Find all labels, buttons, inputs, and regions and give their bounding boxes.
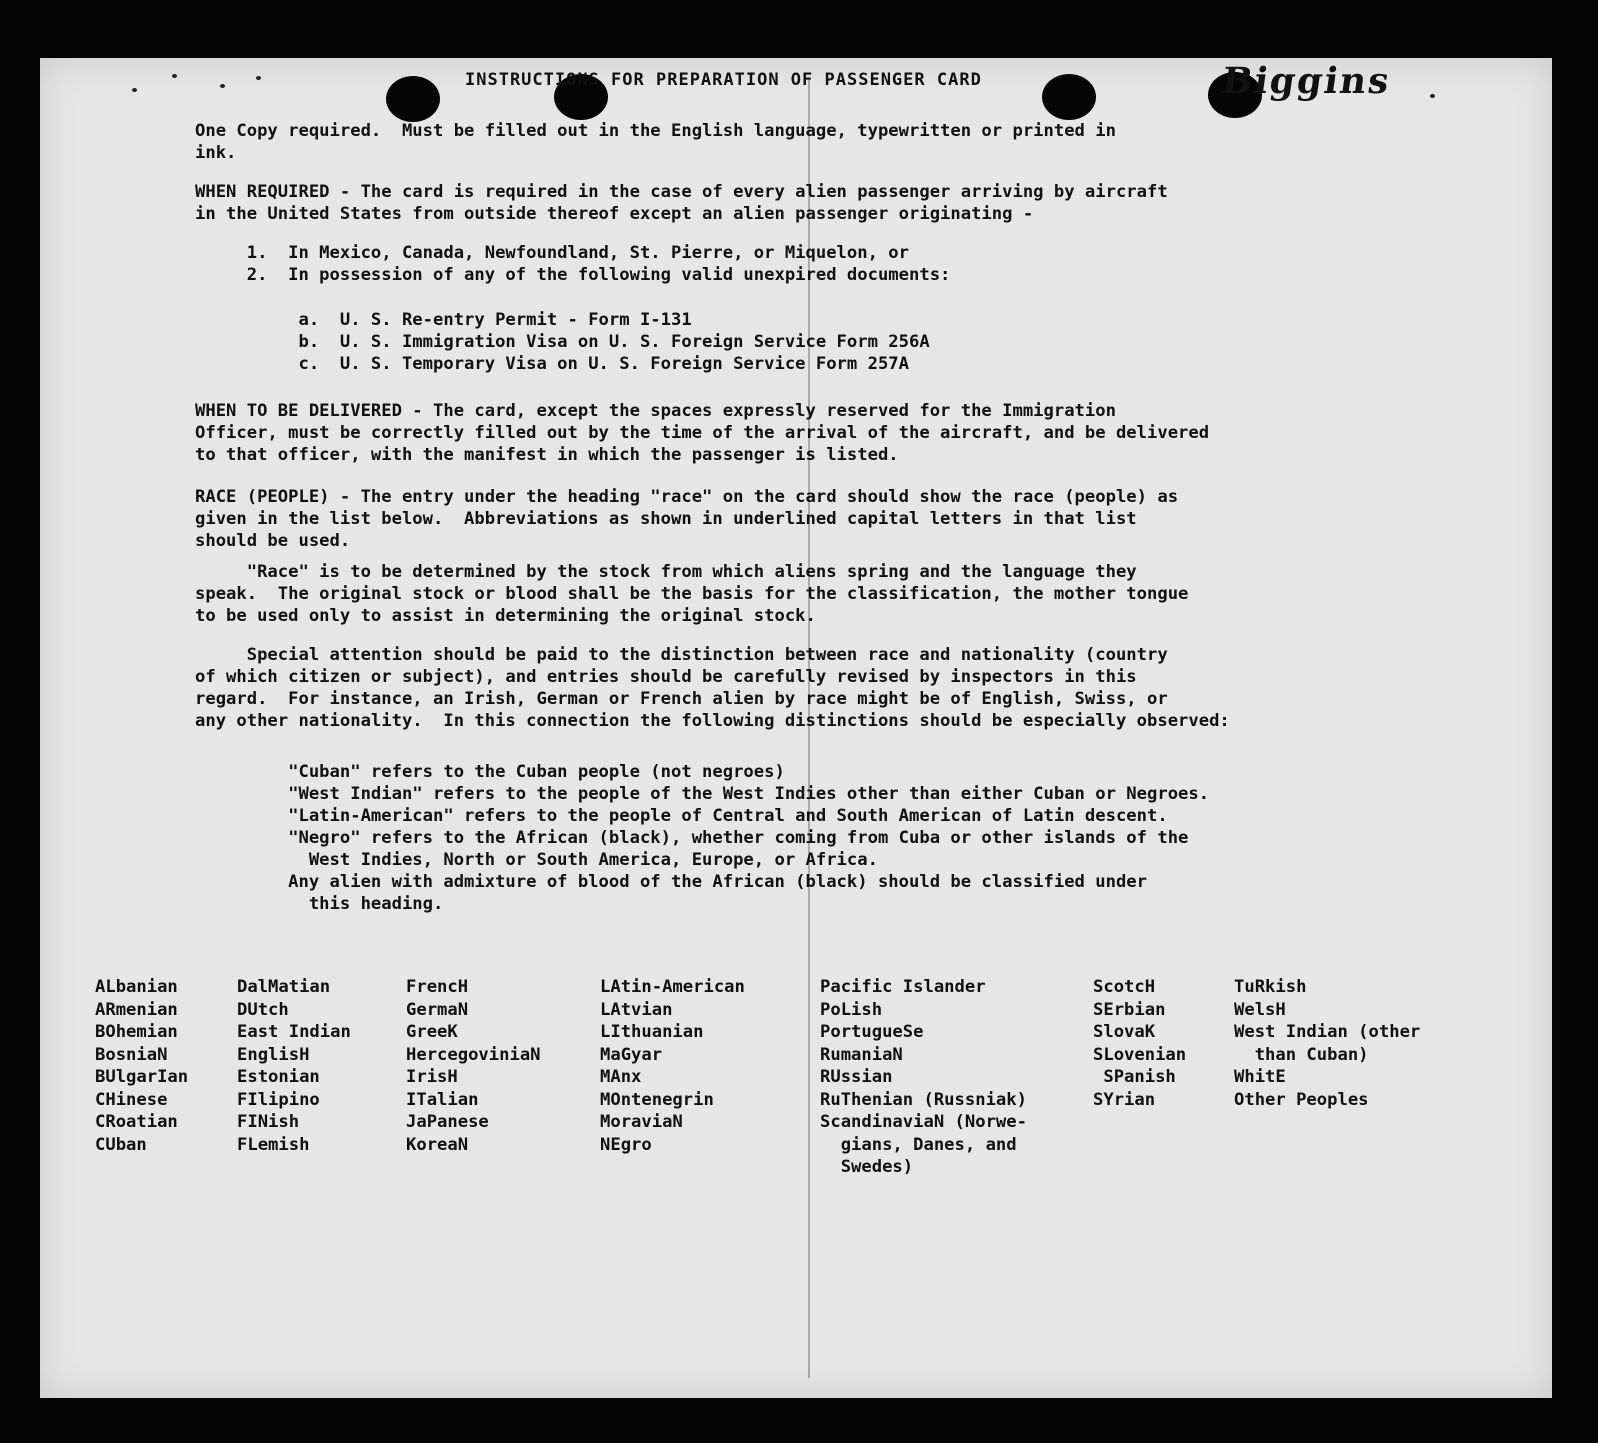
ink-speck — [220, 84, 225, 88]
race-nationality-distinction-paragraph: Special attention should be paid to the distinction between race and nationality (country of which citizen or subject), and entries should be carefully revised by inspectors in this regard. For instance, an Irish, German or French alien by race might be of English, Swiss, or any other nationality. In this connection the following distinctions should be especially observed: — [195, 645, 1230, 731]
ink-speck — [256, 76, 261, 80]
handwritten-surname: Biggins — [1219, 60, 1394, 102]
origin-exceptions-list: 1. In Mexico, Canada, Newfoundland, St. Pierre, or Miquelon, or 2. In possession of any of the following valid unexpired documents: — [246, 243, 951, 285]
ink-speck — [172, 74, 177, 78]
when-required-paragraph: WHEN REQUIRED - The card is required in the case of every alien passenger arriving by aircraft in the United States from outside thereof except an alien passenger originating - — [195, 182, 1168, 224]
passenger-card-instructions-sheet — [40, 58, 1552, 1398]
race-list-column-6: ScotcH SErbian SlovaK SLovenian SPanish SYrian — [1093, 977, 1187, 1110]
race-list-column-7: TuRkish WelsH West Indian (other than Cuban) WhitE Other Peoples — [1234, 977, 1421, 1110]
copy-requirement-paragraph: One Copy required. Must be filled out in the English language, typewritten or printed in ink. — [195, 121, 1116, 163]
document-title: INSTRUCTIONS FOR PREPARATION OF PASSENGER CARD — [465, 70, 982, 90]
punch-hole — [386, 76, 440, 122]
race-list-column-2: DalMatian DUtch East Indian EnglisH Estonian FIlipino FINish FLemish — [237, 977, 351, 1155]
punch-hole — [1042, 74, 1096, 120]
race-list-column-1: ALbanian ARmenian BOhemian BosniaN BUlgarIan CHinese CRoatian CUban — [95, 977, 189, 1155]
race-distinctions-list: "Cuban" refers to the Cuban people (not negroes) "West Indian" refers to the people of the West Indies other than either Cuban or Negroes. "Latin-American" refers to the people of Central and South American of Latin descent. "Negro" refers to the African (black), whether coming from Cuba or other islands of the West Indies, North or South America, Europe, or Africa. Any alien with admixture of blood of the African (black) should be classified under this heading. — [288, 762, 1210, 914]
race-list-column-4: LAtin-American LAtvian LIthuanian MaGyar MAnx MOntenegrin MoraviaN NEgro — [600, 977, 745, 1155]
documents-list: a. U. S. Re-entry Permit - Form I-131 b. U. S. Immigration Visa on U. S. Foreign Service Form 256A c. U. S. Temporary Visa on U. S. Foreign Service Form 257A — [298, 310, 930, 374]
ink-speck — [132, 88, 137, 92]
race-definition-paragraph: "Race" is to be determined by the stock from which aliens spring and the language they speak. The original stock or blood shall be the basis for the classification, the mother tongue to be used only to assist in determining the original stock. — [195, 562, 1189, 626]
race-list-column-3: FrencH GermaN GreeK HercegoviniaN IrisH ITalian JaPanese KoreaN — [406, 977, 541, 1155]
race-list-column-5: Pacific Islander PoLish PortugueSe RumaniaN RUssian RuThenian (Russniak) ScandinaviaN (Norwe- gians, Danes, and Swedes) — [820, 977, 1027, 1177]
race-people-paragraph: RACE (PEOPLE) - The entry under the heading "race" on the card should show the race (people) as given in the list below. Abbreviations as shown in underlined capital letters in that list should be used. — [195, 487, 1179, 551]
when-to-be-delivered-paragraph: WHEN TO BE DELIVERED - The card, except the spaces expressly reserved for the Immigration Officer, must be correctly filled out by the time of the arrival of the aircraft, and be delivered to that officer, with the manifest in which the passenger is listed. — [195, 401, 1210, 465]
ink-speck — [1430, 94, 1435, 98]
